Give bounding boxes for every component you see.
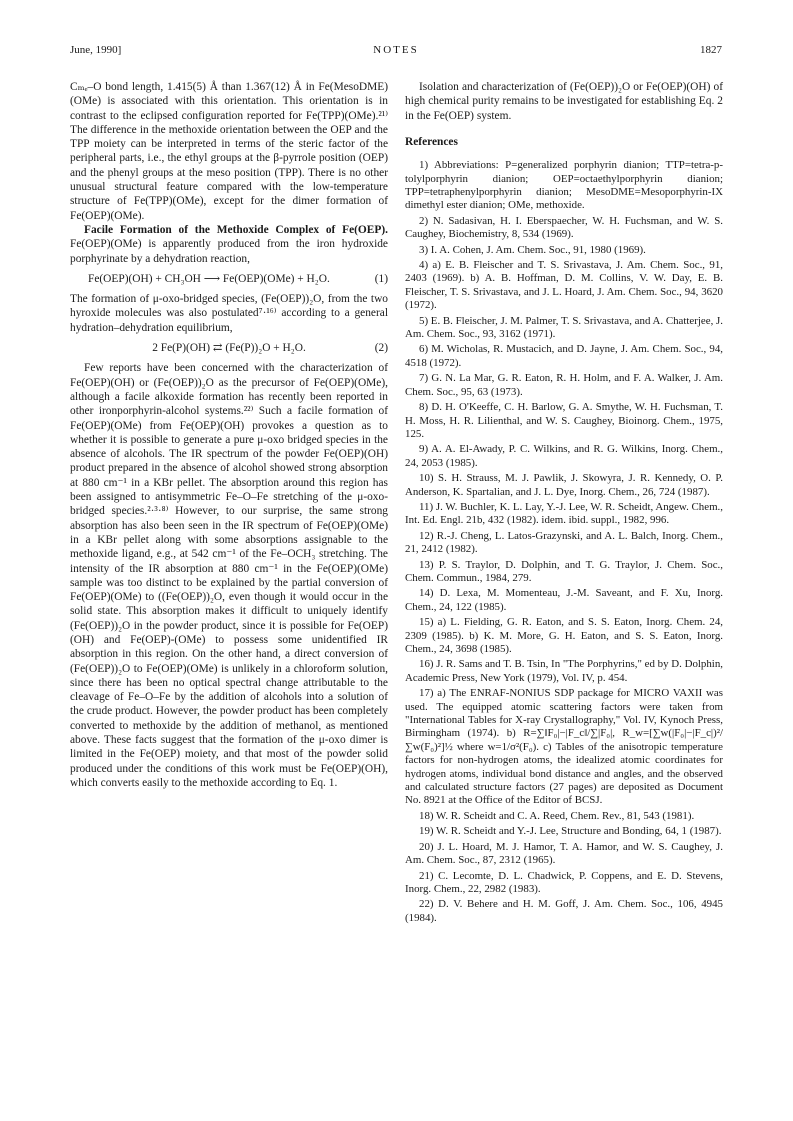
reference-item: 10) S. H. Strauss, M. J. Pawlik, J. Skowyra, J. R. Kennedy, O. P. Anderson, K. Spartalian, and J. L. Dye, Inorg. Chem., 26, 724 (1987). [405,472,723,498]
reference-item: 14) D. Lexa, M. Momenteau, J.-M. Saveant, and F. Xu, Inorg. Chem., 24, 122 (1985). [405,587,723,613]
reference-item: 13) P. S. Traylor, D. Dolphin, and T. G. Traylor, J. Chem. Soc., Chem. Commun., 1984, 279. [405,558,723,584]
reference-item: 7) G. N. La Mar, G. R. Eaton, R. H. Holm, and F. A. Walker, J. Am. Chem. Soc., 95, 63 (1973). [405,372,723,398]
equation-2 [70,341,388,355]
right-column [405,80,723,927]
reference-item: 2) N. Sadasivan, H. I. Eberspaecher, W. H. Fuchsman, and W. S. Caughey, Biochemistry, 8, 534 (1969). [405,214,723,241]
reference-item: 5) E. B. Fleischer, J. M. Palmer, T. S. Srivastava, and A. Chatterjee, J. Am. Chem. Soc., 93, 3162 (1971). [405,314,723,341]
paragraph-text: Fe(OEP)(OMe) is apparently produced from the iron hydroxide porphyrinate by a dehydration reaction, [70,238,388,265]
header-date: June, 1990] [70,44,122,56]
reference-item: 11) J. W. Buchler, K. L. Lay, Y.-J. Lee, W. R. Scheidt, Angew. Chem., Int. Ed. Engl. 21b, 432 (1982). idem. ibid. suppl., 1982, 996. [405,500,723,527]
reference-item: 15) a) L. Fielding, G. R. Eaton, and S. S. Eaton, Inorg. Chem. 24, 2309 (1985). b) K. M. More, G. H. Eaton, and S. S. Eaton, Inorg. Chem., 24, 3698 (1985). [405,616,723,655]
equation-number: (2) [374,342,388,355]
reference-item: 22) D. V. Behere and H. M. Goff, J. Am. Chem. Soc., 106, 4945 (1984). [405,898,723,924]
reference-item: 21) C. Lecomte, D. L. Chadwick, P. Coppens, and E. D. Stevens, Inorg. Chem., 22, 2982 (1983). [405,869,723,895]
section-heading: Facile Formation of the Methoxide Complex of Fe(OEP). [84,223,388,236]
reference-item: 20) J. L. Hoard, M. J. Hamor, T. A. Hamor, and W. S. Caughey, J. Am. Chem. Soc., 87, 2312 (1965). [405,840,723,867]
equation-text: Fe(OEP)(OH) + CH₃OH ⟶ Fe(OEP)(OMe) + H₂O. [88,272,330,285]
reference-item: 17) a) The ENRAF-NONIUS SDP package for MICRO VAXII was used. The equipped atomic scattering factors were taken from "International Tables for X-ray Crystallography," Vol. IV, Kynoch Press, Birmingham (1974). b) R=∑‖F₀|−|F_c‖/∑|F₀|, R_w=[∑w(|F₀|−|F_c|)²/∑w(F₀)²]½ where w=1/σ²(F₀). c) Tables of the anisotropic temperature factors for non-hydrogen atoms, the idealized atomic coordinates for hydrogen atoms, individual bond distance and angles, and the observed and calculated structure factors (27 pages) are deposited as Document No. 8921 at the Office of the Editor of BCSJ. [405,687,723,807]
running-header [70,44,722,60]
header-section: NOTES [373,44,419,56]
reference-item: 6) M. Wicholas, R. Mustacich, and D. Jayne, J. Am. Chem. Soc., 94, 4518 (1972). [405,343,723,369]
equation-text: 2 Fe(P)(OH) ⇄ (Fe(P))₂O + H₂O. [152,342,306,355]
reference-item: 8) D. H. O'Keeffe, C. H. Barlow, G. A. Smythe, W. H. Fuchsman, T. H. Moss, H. R. Lilienthal, and W. S. Caughey, Bioinorg. Chem., 1975, 125. [405,401,723,440]
paragraph: Few reports have been concerned with the characterization of Fe(OEP)(OH) or (Fe(OEP))₂O as the precursor of Fe(OEP)(OMe), although a facile alkoxide formation has recently been reported in other ironporphyrin-alcohol systems.²²⁾ Such a facile formation of Fe(OEP)(OMe) from Fe(OEP)(OH) provokes a question as to whether it is possible to generate a pure μ-oxo bridged species in the absence of alcohols. The IR spectrum of the powder Fe(OEP)(OH) product prepared in the absence of alcohol showed strong absorption at 880 cm⁻¹ in a KBr pellet. The absorption around this region has been assigned to antisymmetric Fe–O–Fe stretching of the μ-oxo-bridged species.²·³·⁸⁾ However, to our surprise, the same strong absorption has also been seen in the IR spectrum of Fe(OEP)(OMe) in a KBr pellet along with some absorptions assignable to the methoxide ligand, e.g., at 542 cm⁻¹ of the Fe–OCH₃ stretching. The intensity of the IR absorption at 880 cm⁻¹ in the Fe(OEP)(OMe) sample was too distinct to be explained by the partial conversion of Fe(OEP)(OMe) to ((Fe(OEP))₂O, even though it would occur in the solid state. This absorption makes it difficult to uniquely identify (Fe(OEP))₂O in the powder product, since it is possible for Fe(OEP)(OH) and Fe(OEP)-(OMe) to possess some unidentified IR absorption in this region. On the other hand, a direct conversion of (Fe(OEP))₂O to Fe(OEP)(OMe) is unlikely in a chloroform solution, since there has been no optical spectral change attributable to the cleavage of Fe–O–Fe by the addition of alcohols into a solution of the crude product. However, the powder product has been completely converted to methoxide by the addition of methanol, as mentioned above. These facts suggest that the formation of the μ-oxo dimer is limited in the Fe(OEP) moiety, and that most of the powder solid produced under the conditions of this work must be Fe(OEP)(OH), which converts easily to the methoxide according to Eq. 1. [70,362,388,789]
reference-item: 4) a) E. B. Fleischer and T. S. Srivastava, J. Am. Chem. Soc., 91, 2403 (1969). b) A. B. Hoffman, D. M. Collins, V. W. Day, E. B. Fleischer, T. S. Srivastava, and J. L. Hoard, J. Am. Chem. Soc., 94, 3620 (1972). [405,259,723,312]
reference-item: 9) A. A. El-Awady, P. C. Wilkins, and R. G. Wilkins, Inorg. Chem., 24, 2053 (1985). [405,443,723,469]
references-heading: References [405,135,458,148]
reference-item: 1) Abbreviations: P=generalized porphyrin dianion; TTP=tetra-p-tolylporphyrin dianion; OEP=octaethylporphyrin dianion; TPP=tetraphenylporphyrin dianion; MesoDME=Mesoporphyrin-IX dimethyl ester dianion; OMe, methoxide. [405,159,723,212]
left-column [70,80,388,790]
reference-item: 18) W. R. Scheidt and C. A. Reed, Chem. Rev., 81, 543 (1981). [419,809,695,822]
reference-item: 3) I. A. Cohen, J. Am. Chem. Soc., 91, 1980 (1969). [419,243,646,256]
paragraph: Cₘₑ–O bond length, 1.415(5) Å than 1.367(12) Å in Fe(MesoDME)(OMe) is associated with this orientation. This orientation is in contrast to the eclipsed configuration reported for Fe(TPP)(OMe).²¹⁾ The difference in the methoxide orientation between the OEP and the TPP moiety can be interpreted in terms of the steric factor of the peripheral parts, i.e., the ethyl groups at the β-pyrrole position (OEP) and the phenyl groups at the meso position (TPP). There is no other unusual structural feature compared with the low-temperature structure of Fe(TPP)(OMe), except for the dimer formation of Fe(OEP)(OMe). [70,81,388,222]
paragraph: The formation of μ-oxo-bridged species, (Fe(OEP))₂O, from the two hyroxide molecules was also postulated⁷·¹⁶⁾ according to a general hydration–dehydration equilibrium, [70,293,388,334]
reference-list [405,159,723,925]
reference-item: 16) J. R. Sams and T. B. Tsin, In "The Porphyrins," ed by D. Dolphin, Academic Press, New York (1979), Vol. IV, p. 454. [405,658,723,684]
reference-item: 12) R.-J. Cheng, L. Latos-Grazynski, and A. L. Balch, Inorg. Chem., 21, 2412 (1982). [405,529,723,556]
page-number: 1827 [700,44,722,56]
reference-item: 19) W. R. Scheidt and Y.-J. Lee, Structure and Bonding, 64, 1 (1987). [419,825,722,838]
equation-1 [70,272,388,286]
equation-number: (1) [374,272,388,285]
paragraph: Isolation and characterization of (Fe(OEP))₂O or Fe(OEP)(OH) of high chemical purity remains to be investigated for establishing Eq. 2 in the Fe(OEP) system. [405,81,723,122]
section-paragraph [70,223,388,266]
